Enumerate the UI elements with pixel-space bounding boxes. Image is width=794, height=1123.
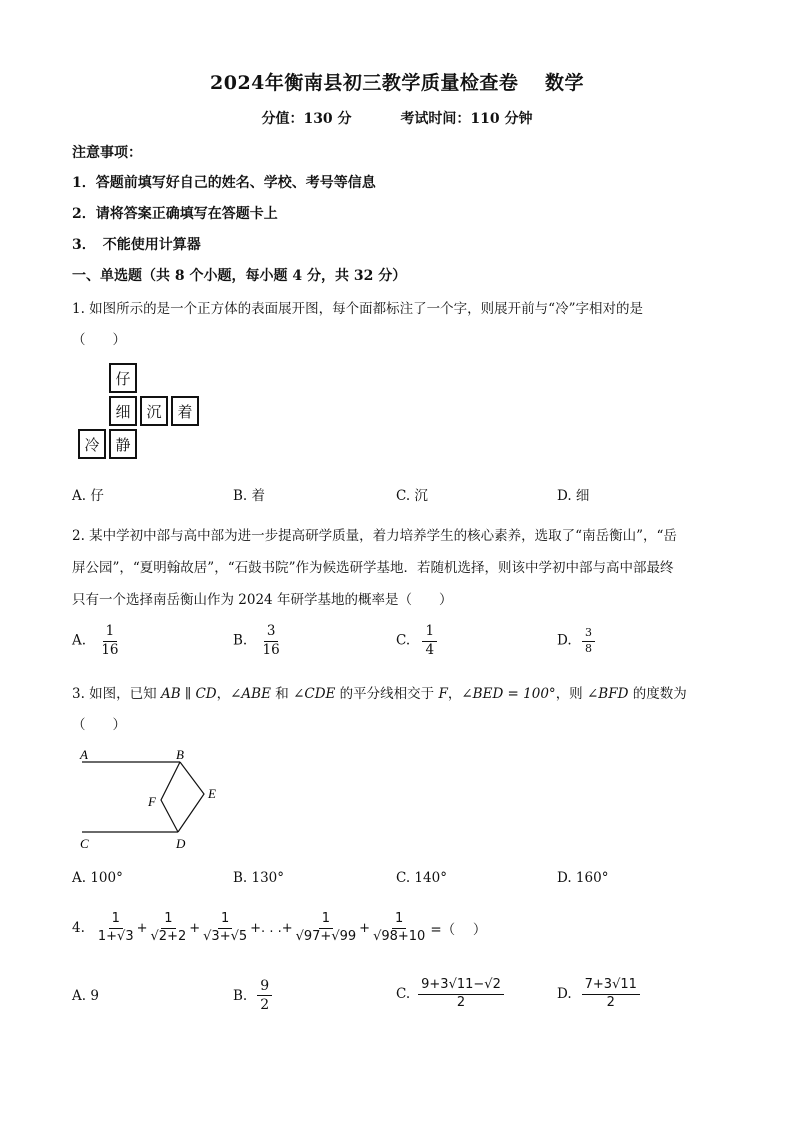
note-item-1: 1．答题前填写好自己的姓名、学校、考号等信息 — [72, 175, 376, 191]
q4-option-b-label: B. — [233, 987, 248, 1004]
fraction-numerator: 3 — [582, 627, 595, 642]
net-cell-5: 冷 — [78, 429, 106, 459]
q2-option-b[interactable] — [233, 624, 283, 658]
q1-stem: 1. 如图所示的是一个正方体的表面展开图，每个面都标注了一个字，则展开前与“冷”字相对的是 — [72, 301, 643, 317]
q4-option-c-fraction — [418, 978, 504, 1011]
fraction-denominator: √3+√5 — [203, 928, 248, 944]
q3-stem-text: 3. 如图，已知 — [72, 686, 161, 702]
q4-option-b[interactable] — [233, 978, 272, 1013]
q3-stem-text: 的度数为 — [628, 686, 687, 702]
q1-option-a[interactable]: A. 仔 — [72, 488, 104, 504]
q2-option-c-fraction — [422, 624, 437, 658]
q4-term-4 — [293, 912, 360, 945]
fraction-denominator: 1+√3 — [97, 928, 134, 944]
fraction-denominator: 16 — [262, 641, 280, 658]
q2-option-a[interactable] — [72, 624, 122, 658]
q3-parallel-expr: AB ∥ CD — [160, 686, 217, 702]
page-title: 2024年衡南县初三教学质量检查卷 数学 — [210, 72, 584, 94]
q3-stem-text: 的平分线相交于 — [335, 686, 439, 702]
point-label-c: C — [80, 836, 89, 851]
q3-angle-bfd: ∠BFD — [586, 686, 629, 702]
q2-option-c-label: C. — [396, 632, 411, 649]
q2-option-c[interactable] — [396, 624, 437, 658]
q4-term-1 — [95, 912, 137, 945]
q3-option-b[interactable]: B. 130° — [233, 870, 285, 886]
plus-sign: + — [189, 920, 201, 936]
q4-term-5 — [370, 912, 428, 945]
q3-stem-paren: （ ） — [72, 717, 126, 733]
fraction-denominator: 2 — [260, 997, 270, 1014]
q3-point-f: F — [438, 686, 448, 702]
fraction-denominator: √2+2 — [150, 928, 187, 944]
q4-option-d-fraction — [582, 978, 640, 1011]
q3-option-a[interactable]: A. 100° — [72, 870, 123, 886]
segments-be-ed — [178, 762, 204, 832]
score-info: 分值：130 分 — [261, 111, 352, 127]
fraction-numerator: 1 — [319, 912, 333, 929]
q2-option-d-fraction — [582, 627, 595, 655]
q4-number: 4. — [72, 920, 85, 937]
q2-option-a-label: A. — [72, 632, 87, 649]
fraction-numerator: 7+3√11 — [582, 978, 640, 995]
point-label-f: F — [148, 794, 156, 809]
fraction-denominator: 8 — [584, 641, 592, 655]
fraction-numerator: 3 — [264, 624, 279, 642]
q3-stem-text: ， — [216, 686, 231, 702]
q4-option-b-fraction — [257, 978, 272, 1013]
point-label-a: A — [80, 747, 88, 762]
fraction-numerator: 1 — [161, 912, 175, 929]
q3-option-d[interactable]: D. 160° — [557, 870, 609, 886]
q3-stem-text: ，则 — [555, 686, 587, 702]
notes-heading: 注意事项： — [72, 145, 142, 161]
ellipsis: +. . .+ — [250, 920, 293, 936]
fraction-denominator: √97+√99 — [295, 928, 357, 944]
q3-angle-abe: ∠ABE — [230, 686, 271, 702]
fraction-numerator: 9 — [257, 978, 272, 996]
fraction-numerator: 1 — [218, 912, 232, 929]
point-label-e: E — [208, 786, 216, 801]
q4-option-d[interactable] — [557, 978, 640, 1011]
q4-option-c-label: C. — [396, 986, 411, 1003]
fraction-denominator: √98+10 — [373, 928, 426, 944]
fraction-numerator: 9+3√11−√2 — [418, 978, 504, 995]
net-cell-6: 静 — [109, 429, 137, 459]
q2-option-a-fraction — [98, 624, 121, 658]
q4-option-d-label: D. — [557, 986, 572, 1003]
q1-stem-paren: （ ） — [72, 332, 126, 348]
q2-stem-line1: 2. 某中学初中部与高中部为进一步提高研学质量，着力培养学生的核心素养，选取了“南岳衡山”，“岳 — [72, 528, 677, 544]
q4-stem — [72, 912, 486, 945]
q3-angle-bed: ∠BED = 100° — [461, 686, 556, 702]
fraction-numerator: 1 — [392, 912, 406, 929]
net-cell-2: 细 — [109, 396, 137, 426]
note-item-3: 3． 不能使用计算器 — [72, 237, 201, 253]
plus-sign: + — [359, 920, 371, 936]
q2-stem-line3: 只有一个选择南岳衡山作为 2024 年研学基地的概率是（ ） — [72, 592, 453, 608]
q2-option-d-label: D. — [557, 632, 572, 649]
section-heading: 一、单选题（共 8 个小题，每小题 4 分，共 32 分） — [72, 268, 407, 284]
net-cell-4: 着 — [171, 396, 199, 426]
fraction-denominator: 4 — [425, 641, 435, 658]
fraction-denominator: 2 — [606, 994, 615, 1010]
fraction-numerator: 1 — [422, 624, 437, 642]
q1-option-c[interactable]: C. 沉 — [396, 488, 428, 504]
fraction-denominator: 16 — [101, 641, 119, 658]
fraction-numerator: 1 — [109, 912, 123, 929]
q2-stem-line2: 屏公园”，“夏明翰故居”，“石鼓书院”作为候选研学基地．若随机选择，则该中学初中部与高中部最终 — [72, 560, 674, 576]
q4-equals: =（ ） — [430, 922, 487, 939]
q4-term-3 — [200, 912, 250, 945]
net-cell-1: 仔 — [109, 363, 137, 393]
plus-sign: + — [136, 920, 148, 936]
point-label-b: B — [176, 747, 184, 762]
q3-stem-text: ， — [447, 686, 462, 702]
q1-option-b[interactable]: B. 着 — [233, 488, 266, 504]
q3-angle-cde: ∠CDE — [293, 686, 336, 702]
q4-term-2 — [148, 912, 190, 945]
fraction-denominator: 2 — [456, 994, 466, 1010]
point-label-d: D — [176, 836, 186, 851]
q3-option-c[interactable]: C. 140° — [396, 870, 447, 886]
fraction-numerator: 1 — [103, 624, 118, 642]
q2-option-b-fraction — [260, 624, 283, 658]
net-cell-3: 沉 — [140, 396, 168, 426]
q1-option-d[interactable]: D. 细 — [557, 488, 590, 504]
q3-stem — [72, 682, 687, 702]
q2-option-b-label: B. — [233, 632, 248, 649]
segments-bf-fd — [161, 762, 180, 832]
parallel-lines-figure — [70, 740, 240, 858]
q4-option-a[interactable]: A. 9 — [72, 988, 99, 1004]
time-info: 考试时间：110 分钟 — [400, 111, 533, 127]
note-item-2: 2．请将答案正确填写在答题卡上 — [72, 206, 278, 222]
exam-meta — [0, 108, 794, 128]
q2-option-d[interactable] — [557, 627, 595, 655]
q3-stem-text: 和 — [270, 686, 294, 702]
q4-option-c[interactable] — [396, 978, 504, 1011]
